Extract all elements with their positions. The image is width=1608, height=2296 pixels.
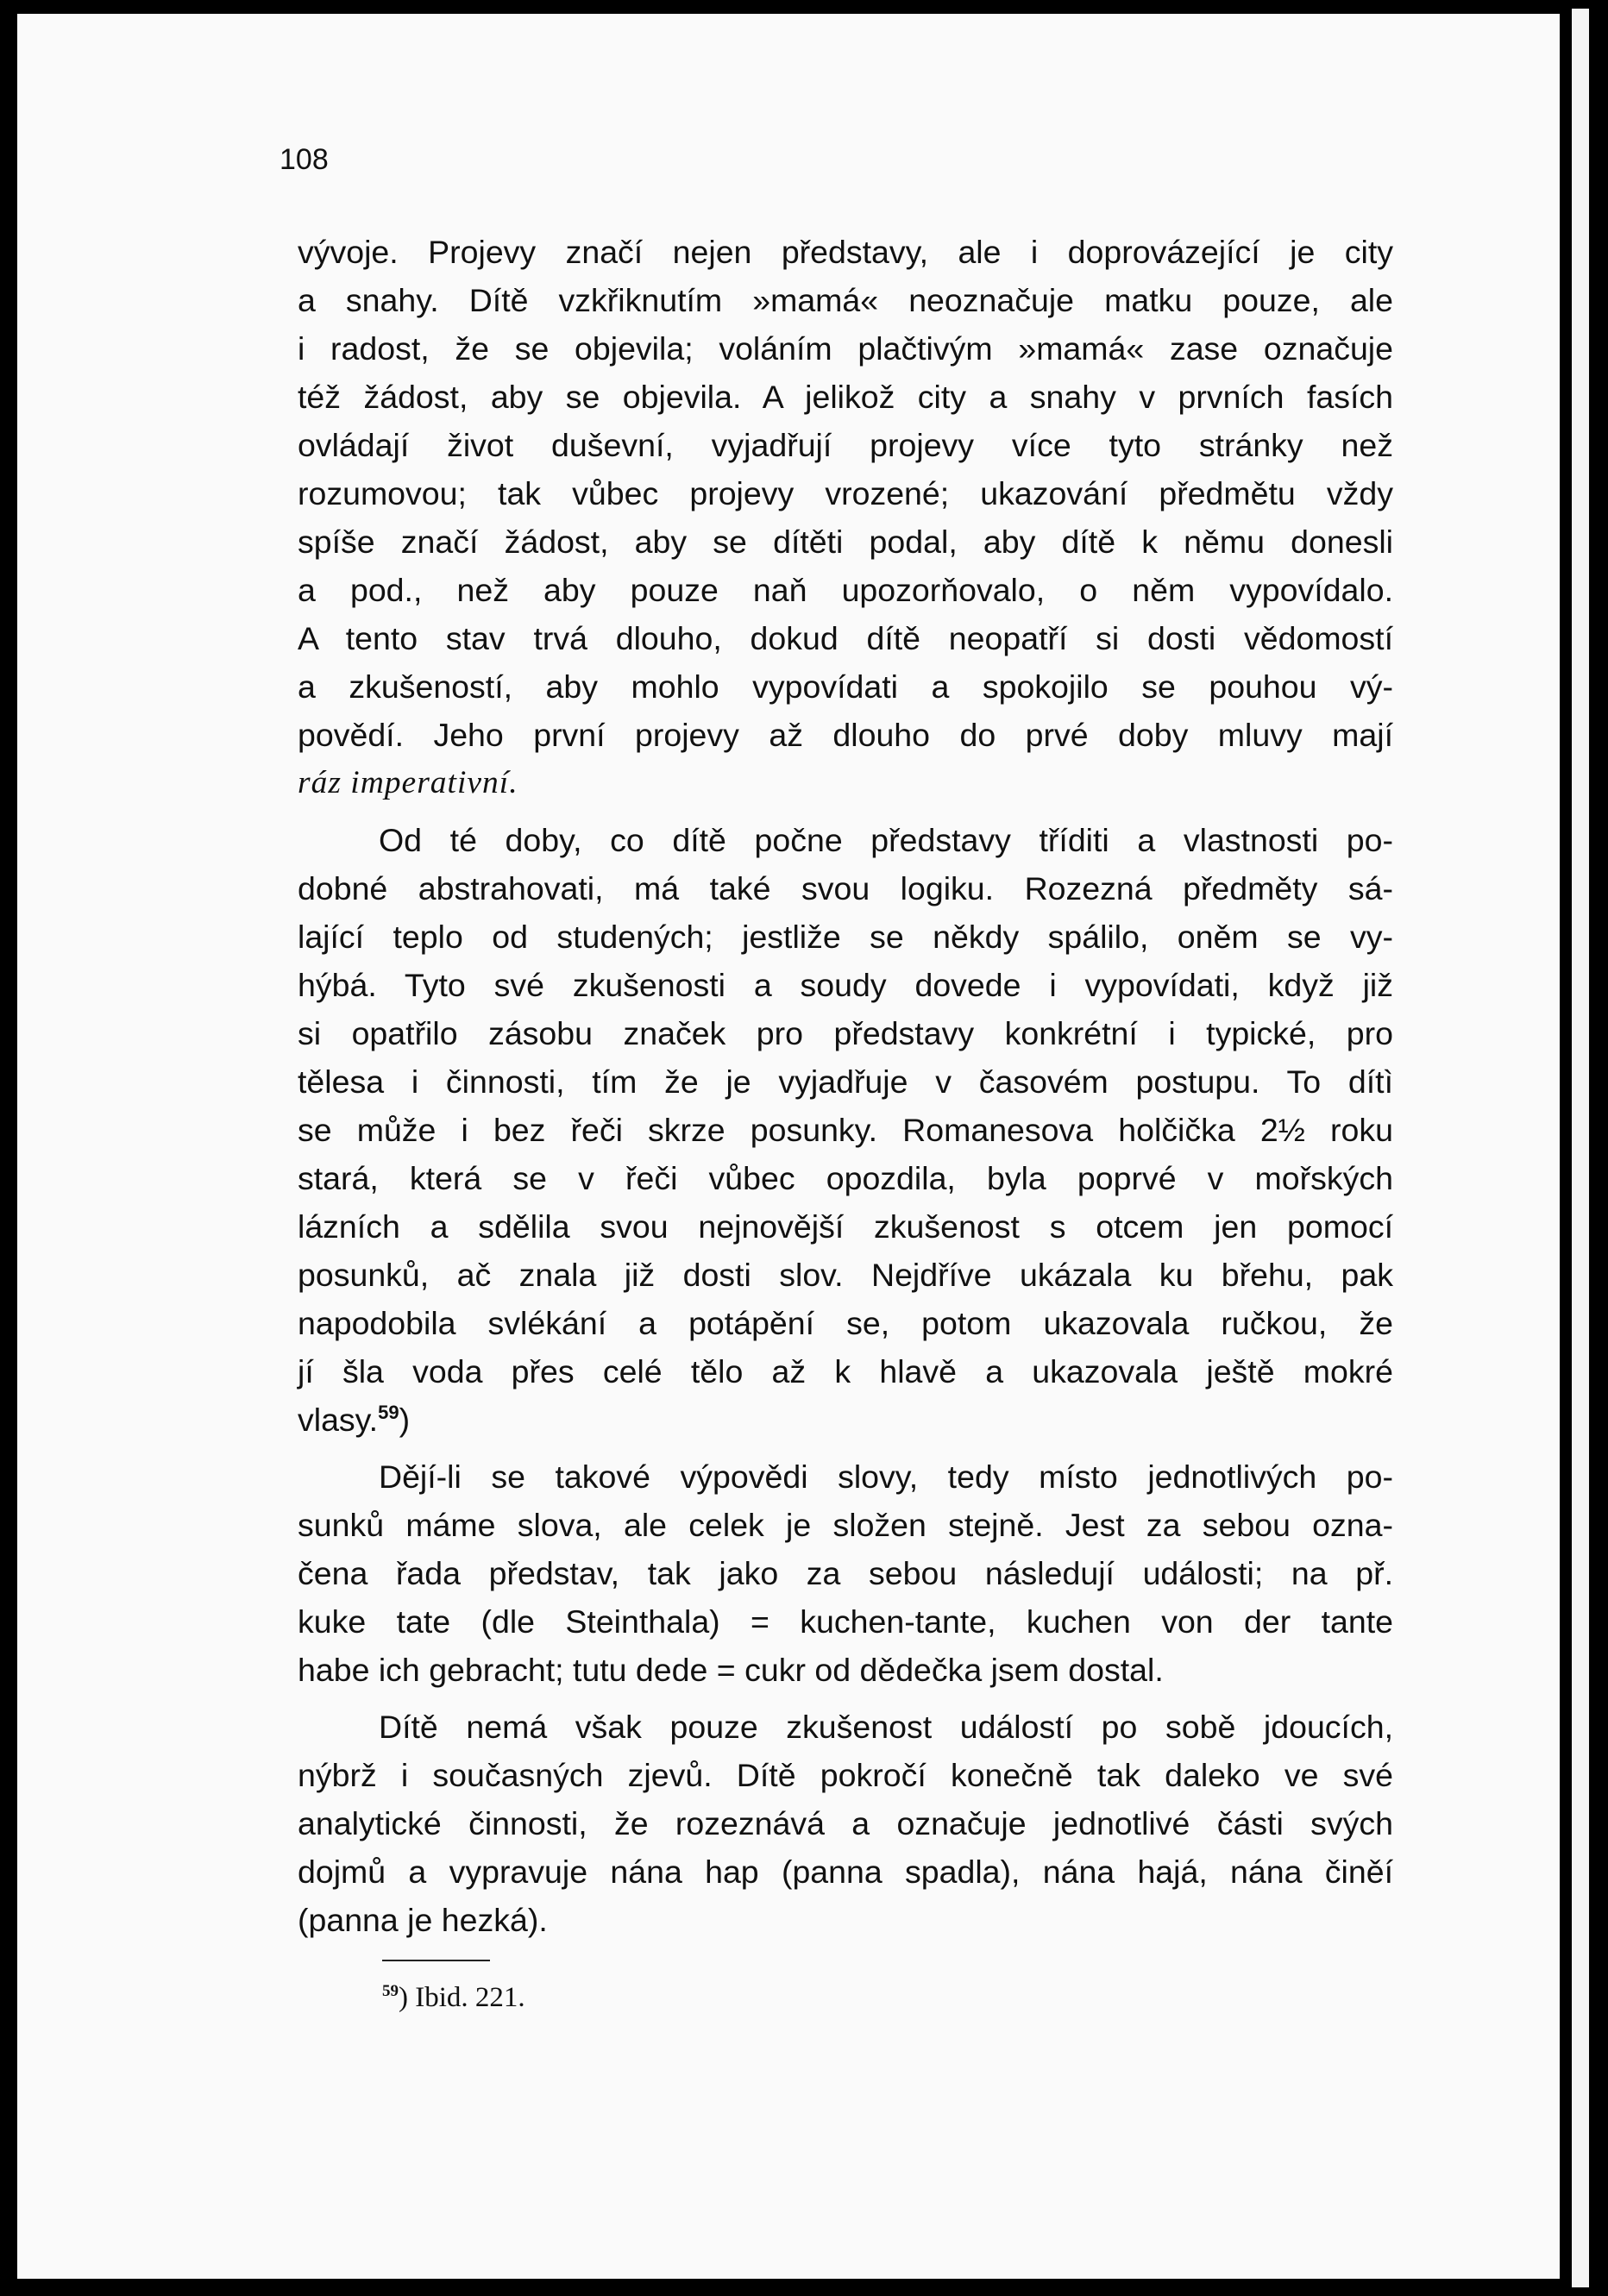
text-fragment: vlasy. (298, 1402, 379, 1438)
text-line: nýbrž i současných zjevů. Dítě pokročí konečně tak daleko ve své (298, 1757, 1393, 1793)
footnote-reference[interactable]: 59 (378, 1402, 399, 1423)
text-line: dobné abstrahovati, má také svou logiku. Rozezná předměty sá- (298, 870, 1393, 906)
text-line: se může i bez řeči skrze posunky. Romanesova holčička 2½ roku (298, 1112, 1393, 1148)
text-line: (panna je hezká). (298, 1902, 548, 1938)
page-number: 108 (280, 143, 329, 176)
text-line-with-footnote-ref (298, 1396, 1393, 1444)
footnote-separator (382, 1960, 490, 1961)
text-line: analytické činnosti, že rozeznává a označuje jednotlivé části svých (298, 1805, 1393, 1841)
text-line: a zkušeností, aby mohlo vypovídati a spokojilo se pouhou vý- (298, 668, 1393, 705)
text-line: též žádost, aby se objevila. A jelikož city a snahy v prvních fasích (298, 379, 1393, 415)
text-line: vývoje. Projevy značí nejen představy, ale i doprovázející je city (298, 234, 1393, 270)
adjacent-page-edge (1572, 9, 1589, 2287)
text-line: spíše značí žádost, aby se dítěti podal, aby dítě k němu donesli (298, 524, 1393, 560)
text-line: hýbá. Tyto své zkušenosti a soudy dovede i vypovídati, když již (298, 967, 1393, 1003)
text-fragment: ) (399, 1402, 411, 1438)
text-line: čena řada představ, tak jako za sebou následují události; na př. (298, 1555, 1393, 1591)
footnote (382, 1982, 525, 2014)
text-line: povědí. Jeho první projevy až dlouho do prvé doby mluvy mají (298, 717, 1393, 753)
footnote-text: ) Ibid. 221. (399, 1982, 525, 2013)
text-line: kuke tate (dle Steinthala) = kuchen-tante, kuchen von der tante (298, 1603, 1393, 1640)
text-line: napodobila svlékání a potápění se, potom ukazovala ručkou, že (298, 1305, 1393, 1341)
text-line: a pod., než aby pouze naň upozorňovalo, o něm vypovídalo. (298, 572, 1393, 608)
text-line: rozumovou; tak vůbec projevy vrozené; ukazování předmětu vždy (298, 475, 1393, 511)
text-line: ovládají život duševní, vyjadřují projevy více tyto stránky než (298, 427, 1393, 463)
text-line: lázních a sdělila svou nejnovější zkušenost s otcem jen pomocí (298, 1208, 1393, 1245)
text-line: si opatřilo zásobu značek pro představy konkrétní i typické, pro (298, 1015, 1393, 1051)
text-line: dojmů a vypravuje nána hap (panna spadla), nána hajá, nána činěí (298, 1854, 1393, 1890)
text-line: a snahy. Dítě vzkřiknutím »mamá« neoznačuje matku pouze, ale (298, 282, 1393, 318)
text-line: sunků máme slova, ale celek je složen stejně. Jest za sebou ozna- (298, 1507, 1393, 1543)
text-line: i radost, že se objevila; voláním plačtivým »mamá« zase označuje (298, 330, 1393, 367)
text-line: habe ich gebracht; tutu dede = cukr od dědečka jsem dostal. (298, 1652, 1164, 1688)
italic-text-line: ráz imperativní. (298, 765, 518, 800)
footnote-number: 59 (382, 1982, 399, 2000)
text-line: A tento stav trvá dlouho, dokud dítě neopatří si dosti vědomostí (298, 620, 1393, 656)
text-line: stará, která se v řeči vůbec opozdila, byla poprvé v mořských (298, 1160, 1393, 1196)
text-line: posunků, ač znala již dosti slov. Nejdříve ukázala ku břehu, pak (298, 1257, 1393, 1293)
text-line: tělesa i činnosti, tím že je vyjadřuje v časovém postupu. To dítì (298, 1063, 1393, 1100)
text-line: Dítě nemá však pouze zkušenost událostí po sobě jdoucích, (379, 1709, 1393, 1745)
text-line: lající teplo od studených; jestliže se někdy spálilo, oněm se vy- (298, 919, 1393, 955)
text-line: Od té doby, co dítě počne představy tříditi a vlastnosti po- (379, 822, 1393, 858)
body-text (298, 228, 1393, 1944)
text-line: Dějí-li se takové výpovědi slovy, tedy místo jednotlivých po- (379, 1459, 1393, 1495)
text-line: jí šla voda přes celé tělo až k hlavě a ukazovala ještě mokré (298, 1353, 1393, 1390)
